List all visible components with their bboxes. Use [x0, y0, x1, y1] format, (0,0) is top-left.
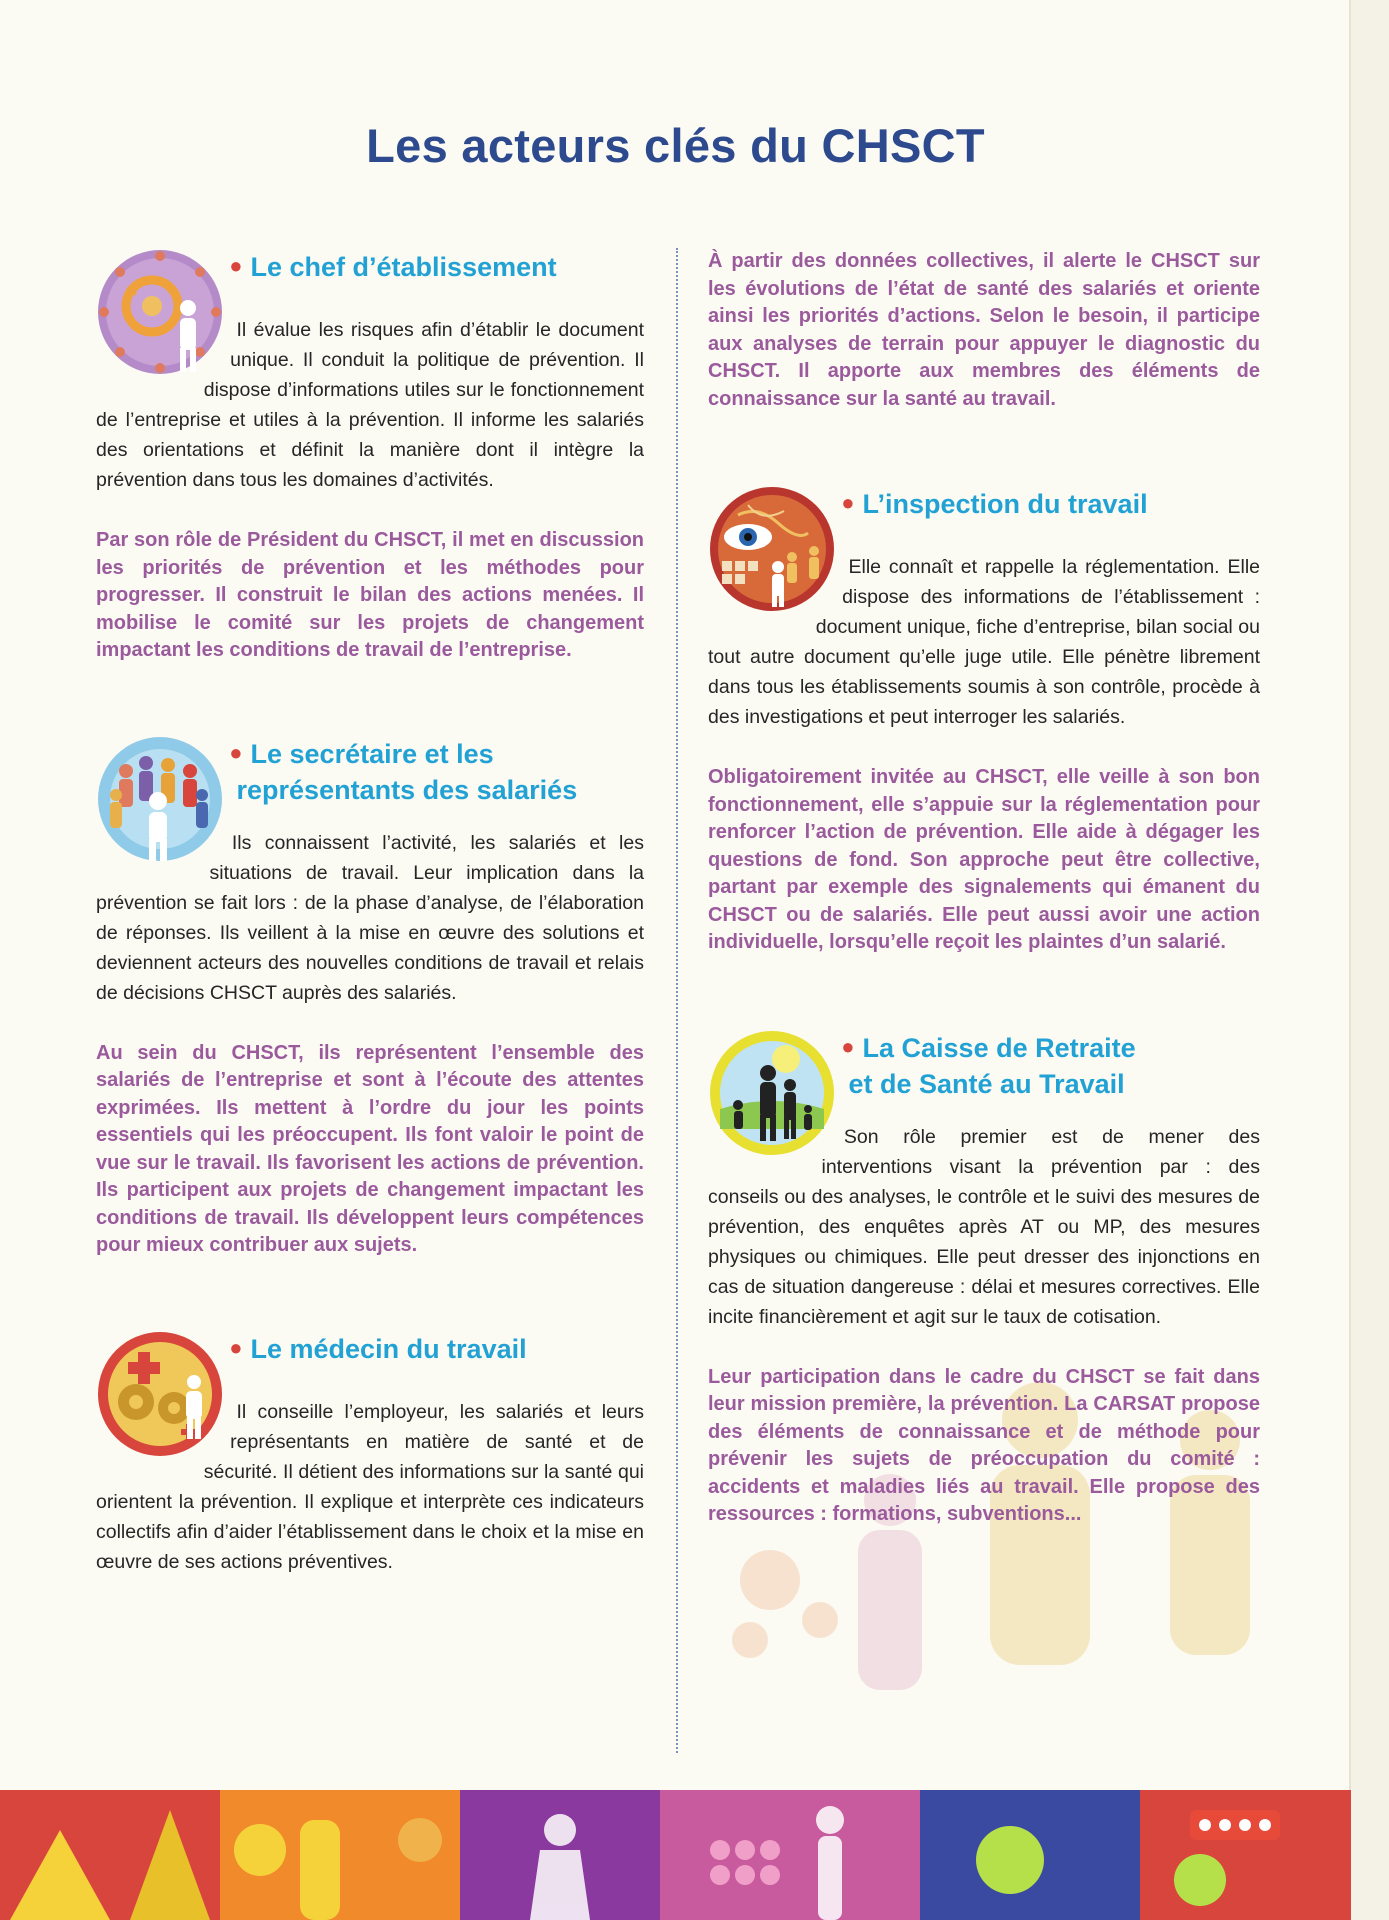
section-secretaire	[96, 735, 644, 1260]
medecin-bold-text-continued: À partir des données collectives, il alerte le CHSCT sur les évolutions de l’état de santé des salariés et oriente ainsi les priorités d’actions. Selon le besoin, il participe aux analyses de terrain pour appuyer le diagnostic du CHSCT. Il apporte aux membres des éléments de connaissance sur la santé au travail.	[708, 250, 1260, 410]
section-title-text: Le chef d’établissement	[250, 252, 557, 282]
chef-bold-text: Par son rôle de Président du CHSCT, il met en discussion les priorités de prévention et les méthodes pour progresser. Il construit le bilan des actions menées. Il mobilise le comité sur les projets de changement impactant les conditions de travail de l’entreprise.	[96, 529, 644, 661]
decorative-bottom-band	[0, 1790, 1351, 1920]
section-title-text: L’inspection du travail	[862, 489, 1148, 519]
section-inspection	[708, 485, 1260, 957]
inspection-bold-text: Obligatoirement invitée au CHSCT, elle veille à son bon fonctionnement, elle s’appuie sur la réglementation pour renforcer l’action de prévention. Elle aide à dégager les questions de fond. Son approche peut être collective, partant par exemple des signalements qui émanent du CHSCT ou de salariés. Elle peut aussi avoir une action individuelle, lorsqu’elle reçoit les plaintes d’un salarié.	[708, 766, 1260, 953]
bullet-dot: ●	[841, 1033, 855, 1059]
secretaire-bold-text: Au sein du CHSCT, ils représentent l’ensemble des salariés de l’entreprise et sont à l’écoute des attentes exprimées. Ils mettent à l’ordre du jour les points essentiels qui les préoccupent. Ils font valoir le point de vue sur le travail. Ils favorisent les actions de prévention. Ils participent aux projets de changement impactant les conditions de travail. Ils développent leurs compétences pour mieux contribuer aux sujets.	[96, 1041, 644, 1256]
section-title-line2: et de Santé au Travail	[848, 1068, 1125, 1099]
page-edge	[1349, 0, 1389, 1920]
family-sun-icon	[708, 1029, 836, 1157]
column-divider	[676, 248, 678, 1753]
medecin-body-text: Il conseille l’employeur, les salariés et leurs représentants en matière de santé et de sécurité. Il détient des informations sur la santé qui orientent la prévention. Il explique et interprète ces indicateurs collectifs afin d’aider l’établissement dans le choix et la mise en œuvre de ses actions préventives.	[96, 1400, 644, 1573]
section-chef	[96, 248, 644, 665]
group-people-icon	[96, 735, 224, 863]
bullet-dot: ●	[229, 739, 243, 765]
section-title-line1: Le secrétaire et les	[250, 738, 494, 769]
chef-body-text: Il évalue les risques afin d’établir le document unique. Il conduit la politique de prévention. Il dispose d’informations utiles sur le fonctionnement de l’entreprise et utiles à la prévention. Il informe les salariés des orientations et définit la manière dont il intègre la prévention dans tous les domaines d’activités.	[96, 319, 644, 491]
eye-inspection-icon	[708, 485, 836, 613]
section-title-line2: représentants des salariés	[236, 774, 578, 805]
section-title-line1: La Caisse de Retraite	[862, 1032, 1136, 1063]
gears-worker-icon	[96, 248, 224, 376]
carsat-body-text: Son rôle premier est de mener des interventions visant la prévention par : des conseils ou des analyses, le contrôle et le suivi des mesures de prévention, des enquêtes après AT ou MP, des mesures physiques ou chimiques. Elle peut dresser des injonctions en cas de situation dangereuse : délai et mesures correctives. Elle incite financièrement et agit sur le taux de cotisation.	[708, 1125, 1260, 1328]
medical-cross-icon	[96, 1330, 224, 1458]
inspection-body-text: Elle connaît et rappelle la réglementation. Elle dispose des informations de l’établissement : document unique, fiche d’entreprise, bilan social ou tout autre document qu’elle juge utile. Elle pénètre librement dans tous les établissements soumis à son contrôle, procède à des investigations et peut interroger les salariés.	[708, 556, 1260, 728]
carsat-bold-text: Leur participation dans le cadre du CHSCT se fait dans leur mission première, la prévention. La CARSAT propose des éléments de connaissance et de méthode pour prévenir les sujets de préoccupation du comité : accidents et maladies liés au travail. Elle propose des ressources : formations, subventions...	[708, 1365, 1260, 1525]
left-column	[96, 248, 644, 1577]
right-column	[708, 248, 1260, 1529]
bullet-dot: ●	[229, 1334, 243, 1360]
section-title-text: Le médecin du travail	[250, 1333, 527, 1364]
bullet-dot: ●	[841, 490, 855, 515]
section-medecin	[96, 1330, 644, 1577]
secretaire-body-text: Ils connaissent l’activité, les salariés et les situations de travail. Leur implication dans la prévention se fait lors : de la phase d’analyse, de l’élaboration de réponses. Ils veillent à la mise en œuvre des solutions et deviennent acteurs des nouvelles conditions de travail et relais de décisions CHSCT auprès des salariés.	[96, 831, 644, 1004]
section-carsat	[708, 1029, 1260, 1529]
bullet-dot: ●	[229, 253, 243, 278]
page-title: Les acteurs clés du CHSCT	[366, 119, 985, 172]
